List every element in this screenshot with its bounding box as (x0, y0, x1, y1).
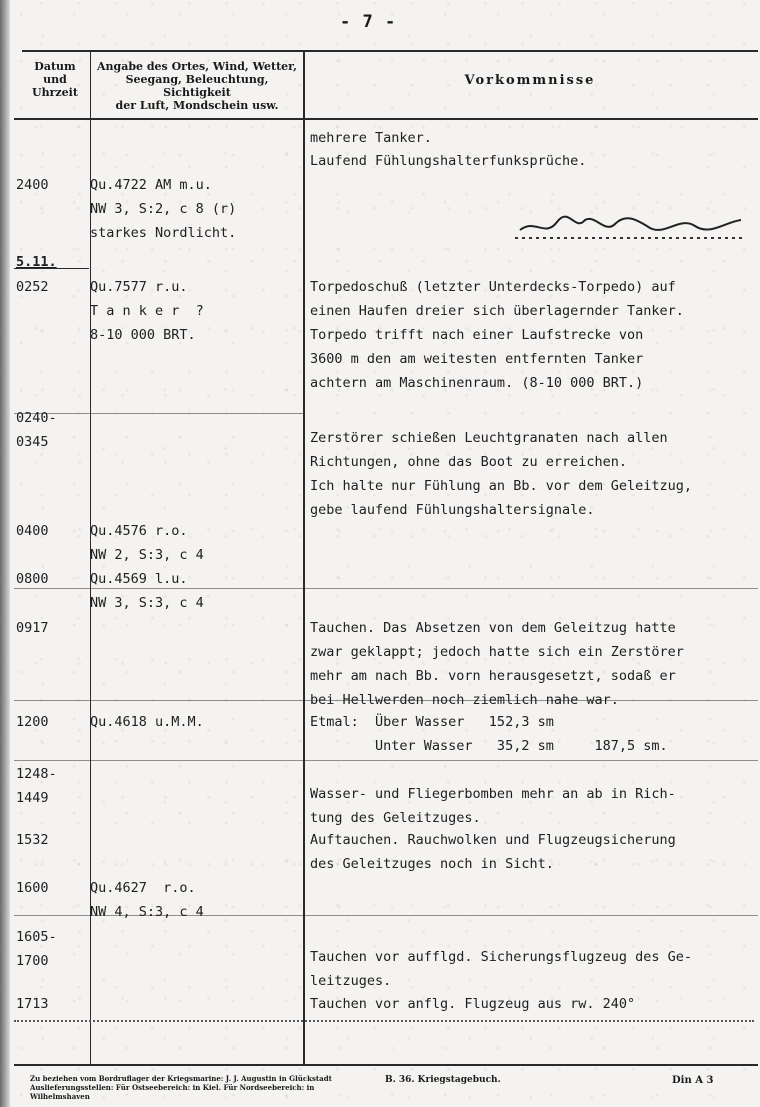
position-line: Qu.4576 r.o. (90, 523, 188, 539)
time-cell: 1600 (16, 880, 49, 896)
time-cell: 1248- 1449 (16, 766, 57, 806)
event-line: Ich halte nur Fühlung an Bb. vor dem Geleitzug, (310, 478, 693, 494)
event-line: Torpedoschuß (letzter Unterdecks-Torpedo) auf (310, 279, 676, 295)
position-line: Qu.4618 u.M.M. (90, 714, 204, 730)
event-line: Unter Wasser 35,2 sm 187,5 sm. (310, 738, 668, 754)
event-line: einen Haufen dreier sich überlagernder Tanker. (310, 303, 684, 319)
position-line: Qu.4722 AM m.u. (90, 177, 212, 193)
event-line: Wasser- und Fliegerbomben mehr an ab in Rich- (310, 786, 676, 802)
event-line: Torpedo trifft nach einer Laufstrecke von (310, 327, 644, 343)
closing-dotted-line (14, 1020, 754, 1022)
time-cell: 0917 (16, 620, 49, 636)
footer-publisher-note: Zu beziehen vom Bordruflager der Kriegsmarine: J. J. Augustin in Glückstadt Auslieferungsstellen: Für Ostseebereich: in Kiel. Für Nordseebereich: in Wilhelmshaven (30, 1074, 332, 1101)
page-number: - 7 - (340, 12, 397, 32)
event-line: des Geleitzuges noch in Sicht. (310, 856, 554, 872)
position-line: NW 3, S:2, c 8 (r) (90, 201, 237, 217)
position-line: Qu.4569 l.u. (90, 571, 188, 587)
event-line: zwar geklappt; jedoch hatte sich ein Zerstörer (310, 644, 684, 660)
position-line: NW 4, S:3, c 4 (90, 904, 204, 920)
event-line: Etmal: Über Wasser 152,3 sm (310, 714, 554, 730)
event-line: Laufend Fühlungshalterfunksprüche. (310, 153, 587, 169)
footer-paper-size: Din A 3 (672, 1075, 714, 1086)
position-line: 8-10 000 BRT. (90, 327, 196, 343)
time-cell: 1713 (16, 996, 49, 1012)
event-line: tung des Geleitzuges. (310, 810, 481, 826)
event-line: Tauchen vor aufflgd. Sicherungsflugzeug des Ge- (310, 949, 693, 965)
position-line: NW 3, S:3, c 4 (90, 595, 204, 611)
position-line: NW 2, S:3, c 4 (90, 547, 204, 563)
time-cell: 1200 (16, 714, 49, 730)
time-cell: 0400 (16, 523, 49, 539)
event-line: Tauchen. Das Absetzen von dem Geleitzug hatte (310, 620, 676, 636)
time-cell: 0252 (16, 279, 49, 295)
header-location-weather: Angabe des Ortes, Wind, Wetter, Seegang, Beleuchtung, Sichtigkeit der Luft, Mondschein usw. (96, 60, 298, 112)
header-events: Vorkommnisse (464, 73, 596, 88)
event-line: mehr am nach Bb. vorn herausgesetzt, sodaß er (310, 668, 676, 684)
event-line: Zerstörer schießen Leuchtgranaten nach allen (310, 430, 668, 446)
header-date-time: Datum und Uhrzeit (32, 60, 78, 99)
header-bottom-rule (14, 118, 758, 120)
top-rule (22, 50, 758, 52)
time-cell: 0800 (16, 571, 49, 587)
scan-edge-shadow (0, 0, 10, 1107)
signature (515, 208, 745, 244)
position-line: starkes Nordlicht. (90, 225, 237, 241)
position-line: Qu.7577 r.u. (90, 279, 188, 295)
event-line: Tauchen vor anflg. Flugzeug aus rw. 240° (310, 996, 636, 1012)
event-line: Richtungen, ohne das Boot zu erreichen. (310, 454, 627, 470)
time-cell: 0240- 0345 (16, 410, 57, 450)
date-cell: 5.11. (16, 254, 57, 270)
event-line: achtern am Maschinenraum. (8-10 000 BRT.) (310, 375, 644, 391)
time-cell: 1605- 1700 (16, 929, 57, 969)
row-rule-4 (14, 760, 758, 761)
event-line: Auftauchen. Rauchwolken und Flugzeugsicherung (310, 832, 676, 848)
time-cell: 2400 (16, 177, 49, 193)
event-line: bei Hellwerden noch ziemlich nahe war. (310, 692, 619, 708)
footer-form-name: B. 36. Kriegstagebuch. (385, 1075, 501, 1085)
column-divider-2 (303, 50, 305, 1065)
event-line: leitzuges. (310, 973, 392, 989)
row-rule-1 (14, 413, 304, 414)
position-line: Qu.4627 r.o. (90, 880, 196, 896)
row-rule-2 (14, 588, 758, 589)
bottom-rule (14, 1064, 758, 1066)
event-line: 3600 m den am weitesten entfernten Tanker (310, 351, 644, 367)
position-line: T a n k e r ? (90, 303, 204, 319)
time-cell: 1532 (16, 832, 49, 848)
event-line: gebe laufend Fühlungshaltersignale. (310, 502, 595, 518)
event-line: mehrere Tanker. (310, 130, 432, 146)
